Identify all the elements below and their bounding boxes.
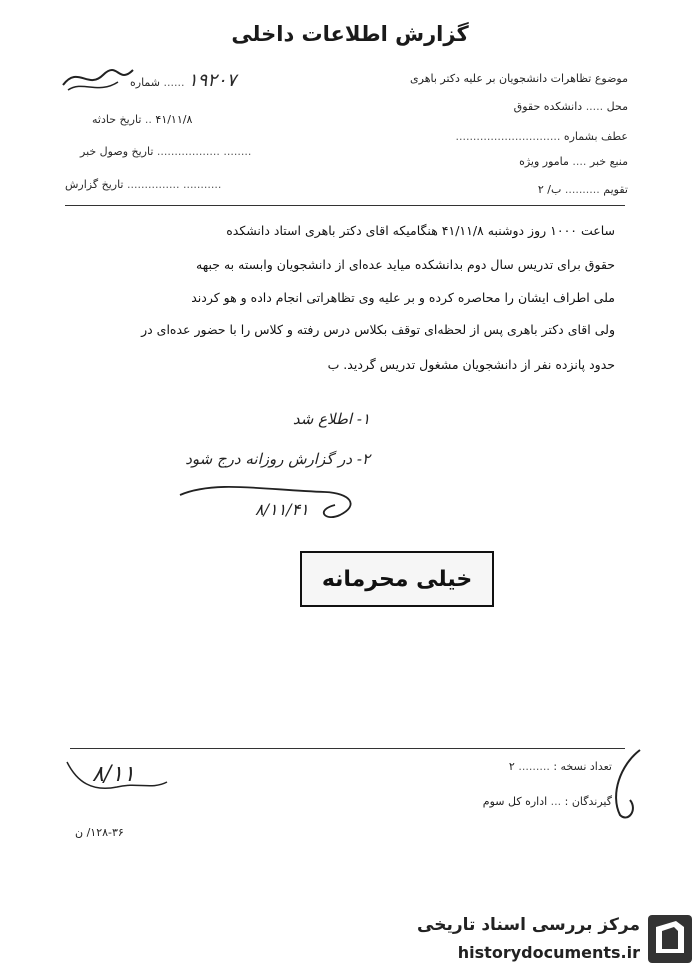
recipients-row: گیرندگان : ... اداره کل سوم [482, 795, 612, 808]
report-date-label: تاریخ گزارش [65, 178, 124, 191]
rating-label: تقویم [603, 183, 628, 196]
handwritten-date: ۸/۱۱/۴۱ [255, 500, 309, 519]
body-line-4: ولی اقای دکتر باهری پس از لحظه‌ای توقف بکلاس درس رفته و کلاس را با حضور عده‌ای در [141, 322, 615, 337]
body-line-3: ملی اطراف ایشان را محاصره کرده و بر علیه وی تظاهراتی انجام داده و هو کردند [191, 290, 615, 305]
recipients-label: گیرندگان : [564, 795, 612, 808]
place-row: محل ..... دانشکده حقوق [513, 100, 628, 113]
copies-label: تعداد نسخه : [553, 760, 612, 773]
number-value: ۱۹۲۰۷ [188, 70, 237, 91]
rating-value: ب/ ۲ [537, 183, 562, 196]
body-line-1: ساعت ۱۰۰۰ روز دوشنبه ۴۱/۱۱/۸ هنگامیکه اقای دکتر باهری استاد دانشکده [226, 223, 615, 238]
number-label: شماره [130, 76, 161, 89]
classification-stamp [300, 551, 494, 607]
subject-label: موضوع [594, 72, 628, 85]
incident-date-value: ۴۱/۱۱/۸ [155, 113, 193, 126]
ref-label: عطف بشماره [563, 130, 628, 143]
archive-logo [415, 905, 700, 975]
body-line-5: حدود پانزده نفر از دانشجویان مشغول تدریس گردید. ب [327, 357, 615, 372]
receipt-date-label: تاریخ وصول خبر [80, 145, 154, 158]
report-date-row: ........... ............... تاریخ گزارش [65, 178, 222, 191]
stamp-text: خیلی محرمانه [321, 566, 473, 592]
subject-row [410, 72, 628, 85]
copies-row: تعداد نسخه : ......... ۲ [508, 760, 612, 773]
recipients-value: اداره کل سوم [482, 795, 548, 808]
rating-row: تقویم .......... ب/ ۲ [537, 183, 628, 196]
subject-value: تظاهرات دانشجویان بر علیه دکتر باهری [410, 72, 592, 85]
incident-date-label: تاریخ حادثه [92, 113, 142, 126]
archive-emblem-icon [646, 913, 694, 965]
footer-handwritten-number: ۸/۱۱ [92, 762, 135, 787]
right-margin-scribble [600, 745, 650, 825]
page-title: گزارش اطلاعات داخلی [231, 22, 469, 46]
number-row: ۱۹۲۰۷ ...... شماره [130, 70, 237, 91]
number-signature-scribble [58, 60, 138, 100]
body-line-2: حقوق برای تدریس سال دوم بدانشکده میاید عده‌ای از دانشجویان وابسته به جبهه [196, 257, 615, 272]
doc-code: ۱۲۸-۳۶/ ن [75, 826, 124, 839]
place-value: دانشکده حقوق [513, 100, 583, 113]
copies-value: ۲ [508, 760, 515, 773]
handwritten-note-2: ۲- در گزارش روزانه درج شود [185, 450, 370, 468]
receipt-date-row: ........ .................. تاریخ وصول خبر [80, 145, 252, 158]
logo-title: مرکز بررسی اسناد تاریخی [417, 915, 640, 935]
source-label: منبع خبر [589, 155, 628, 168]
ref-row: عطف بشماره .............................. [455, 130, 628, 143]
handwritten-note-1: ۱- اطلاع شد [292, 410, 370, 428]
footer-divider [70, 748, 625, 749]
logo-url: historydocuments.ir [457, 943, 640, 962]
place-label: محل [606, 100, 628, 113]
source-row: منبع خبر .... مامور ویژه [519, 155, 628, 168]
incident-date-row: ۴۱/۱۱/۸ .. تاریخ حادثه [92, 113, 193, 126]
header-divider [65, 205, 625, 206]
source-value: مامور ویژه [519, 155, 569, 168]
footer-signature-scribble [62, 752, 172, 802]
